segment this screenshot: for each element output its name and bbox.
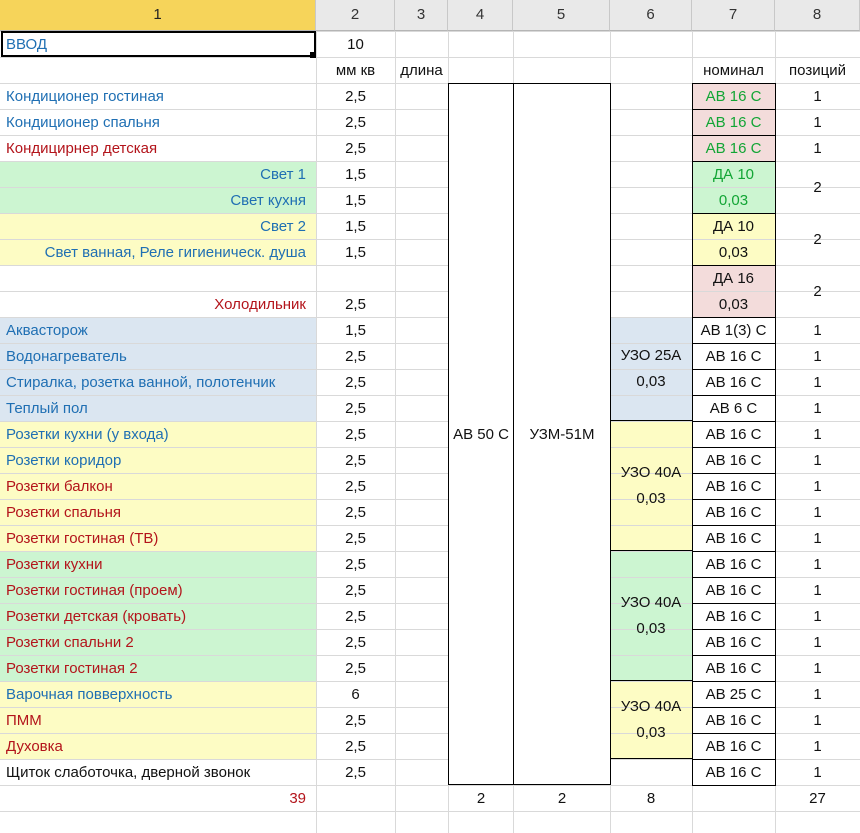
row-section: 1,5 xyxy=(345,322,366,339)
header-section: мм кв xyxy=(335,62,376,79)
row-section: 2,5 xyxy=(345,400,366,417)
row-section: 2,5 xyxy=(345,478,366,495)
column-header-3[interactable]: 3 xyxy=(395,0,448,31)
row-positions: 1 xyxy=(813,582,822,599)
row-label: Розетки кухни (у входа) xyxy=(6,426,169,443)
row-section: 2,5 xyxy=(345,764,366,781)
row-section: 2,5 xyxy=(345,140,366,157)
row-nominal: АВ 16 С xyxy=(705,634,762,651)
row-positions: 1 xyxy=(813,764,822,781)
row-positions: 1 xyxy=(813,478,822,495)
row-positions: 1 xyxy=(813,114,822,131)
row-section: 1,5 xyxy=(345,192,366,209)
row-nominal: АВ 16 С xyxy=(705,140,762,157)
row-nominal: АВ 16 С xyxy=(705,764,762,781)
row-label: Свет ванная, Реле гигиеническ. душа xyxy=(44,244,306,261)
row-nominal: ДА 10 xyxy=(712,166,754,183)
row-positions: 1 xyxy=(813,738,822,755)
row-nominal: АВ 16 С xyxy=(705,426,762,443)
total-positions: 27 xyxy=(809,790,826,807)
row-positions: 1 xyxy=(813,608,822,625)
row-positions: 1 xyxy=(813,712,822,729)
voltage-relay: УЗМ-51М xyxy=(529,426,595,443)
header-positions: позиций xyxy=(789,62,846,79)
row-section: 1,5 xyxy=(345,166,366,183)
row-label: Варочная повверхность xyxy=(6,686,173,703)
gridline-v xyxy=(395,31,396,833)
uzo-leakage: 0,03 xyxy=(636,490,666,507)
input-value: 10 xyxy=(347,36,364,53)
row-positions: 1 xyxy=(813,452,822,469)
row-nominal: АВ 16 С xyxy=(705,660,762,677)
row-section: 2,5 xyxy=(345,88,366,105)
row-label: Розетки гостиная (проем) xyxy=(6,582,183,599)
row-positions: 1 xyxy=(813,374,822,391)
uzo-leakage: 0,03 xyxy=(636,724,666,741)
row-nominal: АВ 16 С xyxy=(705,582,762,599)
row-label: Кондиционер спальня xyxy=(6,114,160,131)
row-label: Розетки балкон xyxy=(6,478,113,495)
row-nominal: АВ 16 С xyxy=(705,348,762,365)
row-label: Розетки кухни xyxy=(6,556,103,573)
row-label: Розетки коридор xyxy=(6,452,122,469)
row-section: 6 xyxy=(351,686,360,703)
row-nominal: АВ 16 С xyxy=(705,114,762,131)
uzo-leakage: 0,03 xyxy=(636,373,666,390)
row-label: Духовка xyxy=(6,738,63,755)
row-nominal: АВ 6 С xyxy=(709,400,758,417)
row-section: 2,5 xyxy=(345,712,366,729)
row-nominal: АВ 16 С xyxy=(705,712,762,729)
row-positions: 2 xyxy=(813,283,822,300)
row-label: ПММ xyxy=(6,712,42,729)
row-label: Свет 1 xyxy=(260,166,306,183)
row-nominal: АВ 16 С xyxy=(705,608,762,625)
row-nominal: 0,03 xyxy=(718,192,749,209)
row-positions: 1 xyxy=(813,634,822,651)
input-label: ВВОД xyxy=(6,36,48,53)
row-section: 1,5 xyxy=(345,244,366,261)
row-nominal: АВ 16 С xyxy=(705,88,762,105)
row-positions: 1 xyxy=(813,426,822,443)
row-section: 2,5 xyxy=(345,530,366,547)
row-label: Щиток слаботочка, дверной звонок xyxy=(6,764,251,781)
header-nominal: номинал xyxy=(703,62,764,79)
breaker-main: АВ 50 С xyxy=(453,426,509,443)
row-nominal: АВ 16 С xyxy=(705,556,762,573)
row-nominal: АВ 16 С xyxy=(705,738,762,755)
total-breakers: 2 xyxy=(476,790,486,807)
column-header-2[interactable]: 2 xyxy=(316,0,395,31)
row-label: Холодильник xyxy=(214,296,306,313)
row-label: Розетки спальня xyxy=(6,504,121,521)
row-nominal: АВ 25 С xyxy=(705,686,762,703)
row-label: Свет кухня xyxy=(230,192,306,209)
uzo-rating: УЗО 40А xyxy=(620,594,682,611)
row-label: Свет 2 xyxy=(260,218,306,235)
row-positions: 1 xyxy=(813,660,822,677)
row-nominal: 0,03 xyxy=(718,244,749,261)
row-positions: 1 xyxy=(813,556,822,573)
row-section: 2,5 xyxy=(345,608,366,625)
row-positions: 1 xyxy=(813,400,822,417)
header-length: длина xyxy=(400,62,443,79)
row-positions: 1 xyxy=(813,88,822,105)
total-uzo: 8 xyxy=(646,790,656,807)
row-positions: 1 xyxy=(813,504,822,521)
row-nominal: ДА 10 xyxy=(712,218,754,235)
row-label: Розетки детская (кровать) xyxy=(6,608,187,625)
row-nominal: 0,03 xyxy=(718,296,749,313)
row-positions: 2 xyxy=(813,231,822,248)
row-section: 2,5 xyxy=(345,426,366,443)
row-label: Розетки гостиная 2 xyxy=(6,660,138,677)
column-header-5[interactable]: 5 xyxy=(513,0,610,31)
row-nominal: ДА 16 xyxy=(712,270,754,287)
row-section: 2,5 xyxy=(345,634,366,651)
row-positions: 2 xyxy=(813,179,822,196)
row-label: Теплый пол xyxy=(6,400,88,417)
row-positions: 1 xyxy=(813,686,822,703)
row-label: Водонагреватель xyxy=(6,348,127,365)
row-positions: 1 xyxy=(813,322,822,339)
row-section: 2,5 xyxy=(345,374,366,391)
row-positions: 1 xyxy=(813,530,822,547)
uzo-leakage: 0,03 xyxy=(636,620,666,637)
row-section: 2,5 xyxy=(345,738,366,755)
column-header-8[interactable]: 8 xyxy=(775,0,860,31)
row-section: 2,5 xyxy=(345,348,366,365)
total-relays: 2 xyxy=(557,790,567,807)
row-nominal: АВ 16 С xyxy=(705,504,762,521)
row-section: 2,5 xyxy=(345,660,366,677)
row-nominal: АВ 16 С xyxy=(705,374,762,391)
row-section: 2,5 xyxy=(345,296,366,313)
column-header-6[interactable]: 6 xyxy=(610,0,692,31)
column-header-1[interactable]: 1 xyxy=(0,0,316,31)
row-nominal: АВ 16 С xyxy=(705,530,762,547)
row-label: Стиралка, розетка ванной, полотенчик xyxy=(6,374,276,391)
column-header-7[interactable]: 7 xyxy=(692,0,775,31)
row-label: Кондиционер гостиная xyxy=(6,88,164,105)
row-positions: 1 xyxy=(813,348,822,365)
row-section: 2,5 xyxy=(345,556,366,573)
row-section: 2,5 xyxy=(345,452,366,469)
row-positions: 1 xyxy=(813,140,822,157)
row-nominal: АВ 16 С xyxy=(705,478,762,495)
column-header-4[interactable]: 4 xyxy=(448,0,513,31)
row-label: Розетки гостиная (ТВ) xyxy=(6,530,159,547)
uzo-rating: УЗО 25А xyxy=(620,347,682,364)
row-section: 2,5 xyxy=(345,504,366,521)
row-section: 2,5 xyxy=(345,582,366,599)
total-label: 39 xyxy=(289,790,306,807)
row-nominal: АВ 16 С xyxy=(705,452,762,469)
row-label: Кондицирнер детская xyxy=(6,140,158,157)
uzo-rating: УЗО 40А xyxy=(620,464,682,481)
row-label: Розетки спальни 2 xyxy=(6,634,134,651)
row-section: 2,5 xyxy=(345,114,366,131)
row-label: Аквасторож xyxy=(6,322,88,339)
row-nominal: АВ 1(3) С xyxy=(700,322,767,339)
row-section: 1,5 xyxy=(345,218,366,235)
uzo-rating: УЗО 40А xyxy=(620,698,682,715)
